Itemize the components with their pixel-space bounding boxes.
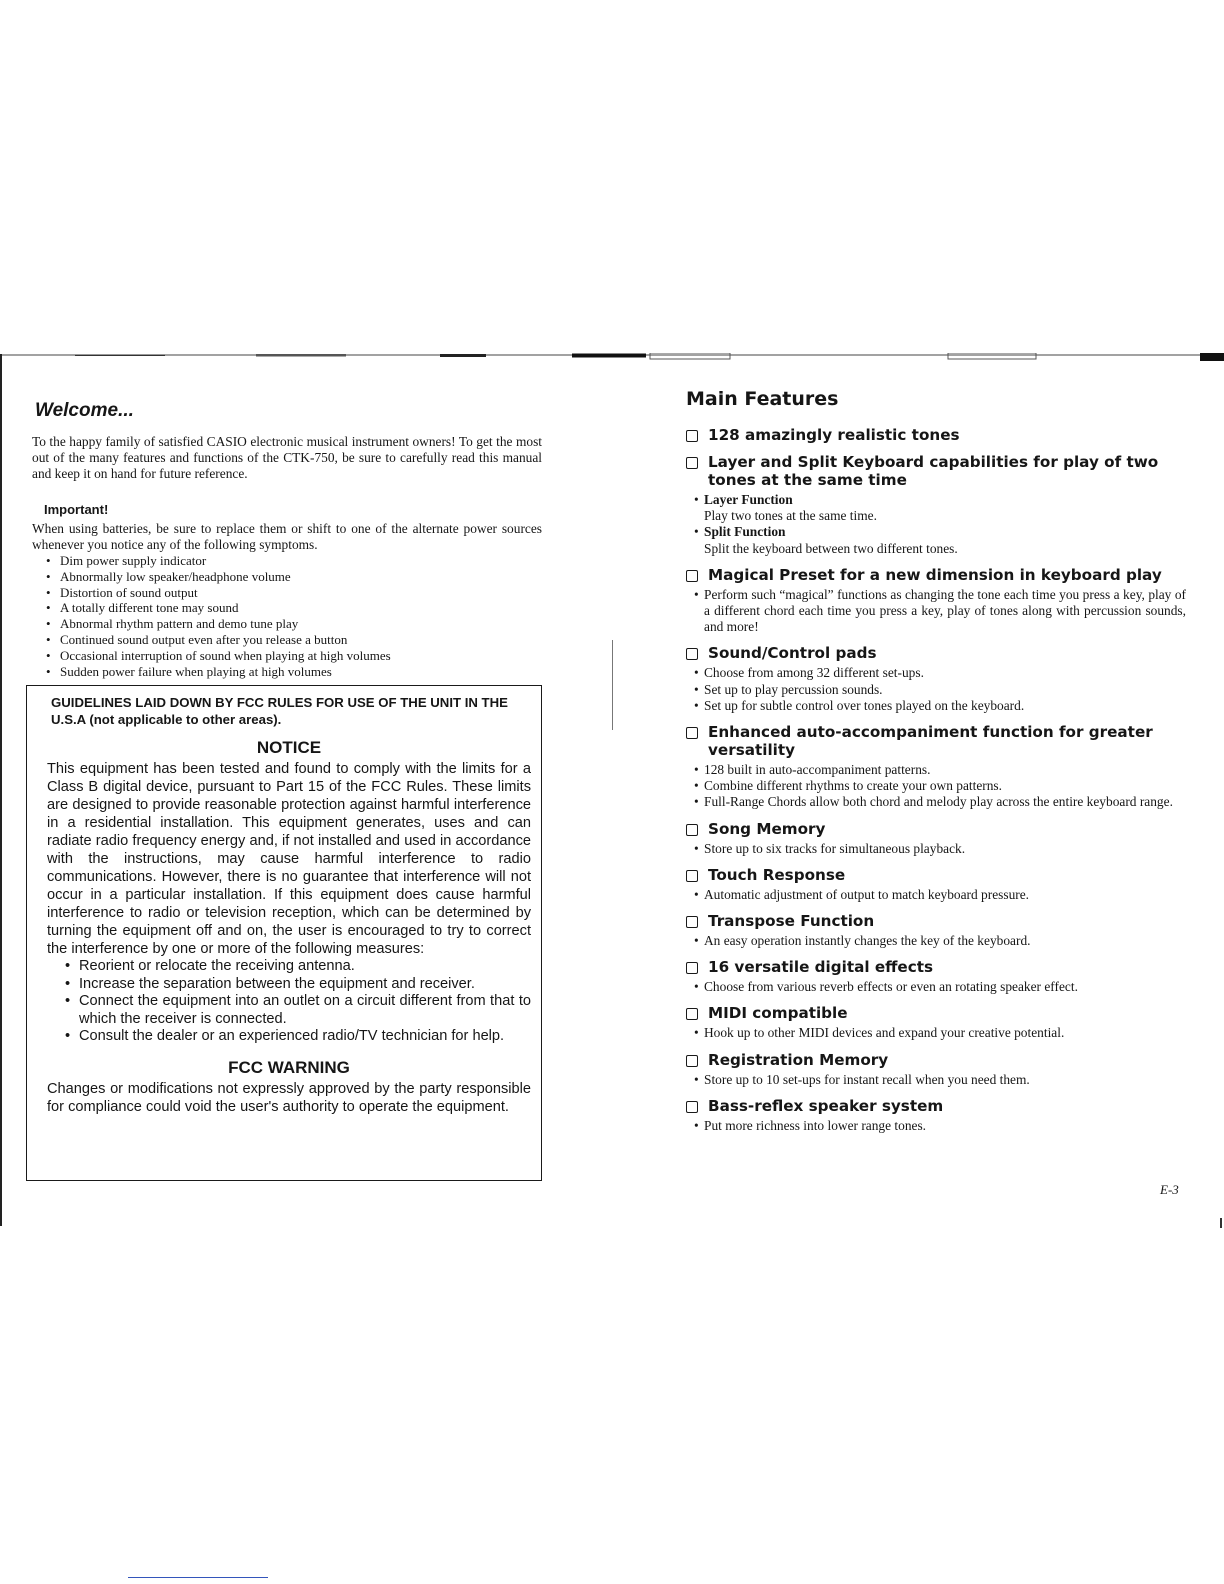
list-item: • Consult the dealer or an experienced radio/TV technician for help. — [79, 1028, 531, 1046]
left-page — [32, 400, 542, 679]
feature-item — [686, 723, 1186, 811]
list-item: • Set up for subtle control over tones played on the keyboard. — [704, 698, 1186, 714]
list-item: • Sudden power failure when playing at high volumes — [60, 664, 542, 680]
feature-item — [686, 1004, 1186, 1041]
checkbox-icon — [686, 727, 698, 739]
measures-list — [47, 958, 531, 1046]
feature-item — [686, 426, 1186, 444]
list-item: • Connect the equipment into an outlet on a circuit different from that to which the receiver is connected. — [79, 993, 531, 1028]
checkbox-icon — [686, 870, 698, 882]
welcome-title: Welcome... — [35, 400, 134, 421]
right-page — [686, 388, 1186, 1143]
feature-item — [686, 866, 1186, 903]
symptom-list — [32, 553, 542, 679]
checkbox-icon — [686, 916, 698, 928]
feature-title: Touch Response — [708, 865, 846, 884]
list-item: • Hook up to other MIDI devices and expand your creative potential. — [704, 1025, 1186, 1041]
feature-bullets — [686, 933, 1186, 949]
feature-bullets — [686, 1118, 1186, 1134]
page-fold-line — [612, 640, 613, 730]
feature-bullets — [686, 1072, 1186, 1088]
list-item: • Continued sound output even after you release a button — [60, 632, 542, 648]
fcc-warning-title: FCC WARNING — [228, 1057, 350, 1077]
feature-bullets — [686, 1025, 1186, 1041]
feature-bullets — [686, 979, 1186, 995]
list-item: • Increase the separation between the equipment and receiver. — [79, 976, 531, 994]
checkbox-icon — [686, 570, 698, 582]
checkbox-icon — [686, 457, 698, 469]
feature-item — [686, 644, 1186, 714]
right-edge-mark — [1220, 1218, 1222, 1228]
list-item: • Occasional interruption of sound when playing at high volumes — [60, 648, 542, 664]
important-text: When using batteries, be sure to replace them or shift to one of the alternate power sources whenever you notice any of the following symptoms. — [32, 521, 542, 552]
checkbox-icon — [686, 430, 698, 442]
notice-text: This equipment has been tested and found to comply with the limits for a Class B digital device, pursuant to Part 15 of the FCC Rules. These limits are designed to provide reasonable protection against harmful interference in a residential installation. This equipment generates, uses and can radiate radio frequency energy and, if not installed and used in accordance with the instructions, may cause harmful interference to radio communications. However, there is no guarantee that interference will not occur in a particular installation. If this equipment does cause harmful interference to radio or television reception, which can be determined by turning the equipment off and on, the user is encouraged to try to correct the interference by one or more of the following measures: — [47, 761, 531, 957]
fcc-notice-box — [26, 685, 542, 1181]
feature-item — [686, 1097, 1186, 1134]
list-item: • A totally different tone may sound — [60, 600, 542, 616]
sub-feature-name: Layer Function — [704, 492, 793, 507]
feature-title: Transpose Function — [708, 912, 875, 931]
checkbox-icon — [686, 962, 698, 974]
feature-item — [686, 958, 1186, 995]
feature-item — [686, 453, 1186, 557]
list-item: • An easy operation instantly changes the key of the keyboard. — [704, 933, 1186, 949]
feature-title: Enhanced auto-accompaniment function for greater versatility — [708, 723, 1153, 760]
list-item: • Automatic adjustment of output to match keyboard pressure. — [704, 887, 1186, 903]
list-item: • Full-Range Chords allow both chord and melody play across the entire keyboard range. — [704, 794, 1186, 810]
checkbox-icon — [686, 648, 698, 660]
left-page-edge — [0, 354, 2, 1226]
important-title: Important! — [44, 502, 109, 517]
feature-title: 16 versatile digital effects — [708, 958, 934, 977]
sub-feature-name: Split Function — [704, 524, 786, 540]
feature-bullets — [686, 887, 1186, 903]
list-item: • Dim power supply indicator — [60, 553, 542, 569]
list-item: • Store up to 10 set-ups for instant recall when you need them. — [704, 1072, 1186, 1088]
feature-bullets — [686, 841, 1186, 857]
feature-bullets — [686, 665, 1186, 714]
notice-title: NOTICE — [256, 738, 322, 757]
list-item: • Choose from various reverb effects or even an rotating speaker effect. — [704, 979, 1186, 995]
feature-item — [686, 820, 1186, 857]
list-item: • Combine different rhythms to create your own patterns. — [704, 778, 1186, 794]
feature-title: Sound/Control pads — [708, 644, 877, 663]
feature-item — [686, 566, 1186, 636]
bottom-underline — [128, 1577, 268, 1578]
feature-title: Layer and Split Keyboard capabilities for play of two tones at the same time — [708, 453, 1159, 489]
checkbox-icon — [686, 1055, 698, 1067]
main-features-title: Main Features — [686, 388, 839, 410]
feature-title: MIDI compatible — [708, 1004, 848, 1023]
feature-title: Bass-reflex speaker system — [708, 1096, 944, 1115]
checkbox-icon — [686, 1101, 698, 1113]
feature-bullets — [686, 492, 1186, 557]
list-item: • Perform such “magical” functions as changing the tone each time you press a key, play of a different chord each time you press a key, play of tones along with percussion sounds, and more! — [704, 587, 1186, 636]
feature-item — [686, 1051, 1186, 1088]
sub-feature-desc: Play two tones at the same time. — [704, 508, 877, 524]
checkbox-icon — [686, 1008, 698, 1020]
checkbox-icon — [686, 824, 698, 836]
feature-bullets — [686, 762, 1186, 811]
list-item: • Abnormally low speaker/headphone volume — [60, 569, 542, 585]
list-item: • Set up to play percussion sounds. — [704, 682, 1186, 698]
feature-title: Song Memory — [708, 819, 826, 838]
feature-item — [686, 912, 1186, 949]
page-number: E-3 — [1160, 1182, 1179, 1197]
list-item: • Put more richness into lower range tones. — [704, 1118, 1186, 1134]
feature-bullets — [686, 587, 1186, 636]
feature-title: Magical Preset for a new dimension in keyboard play — [708, 565, 1162, 584]
list-item: • Abnormal rhythm pattern and demo tune play — [60, 616, 542, 632]
feature-title: 128 amazingly realistic tones — [708, 426, 960, 444]
list-item: • Choose from among 32 different set-ups. — [704, 665, 1186, 681]
top-rule — [0, 353, 1224, 365]
list-item — [704, 524, 1186, 556]
sub-feature-desc: Split the keyboard between two different tones. — [704, 540, 958, 556]
feature-title: Registration Memory — [708, 1050, 889, 1069]
list-item: • Reorient or relocate the receiving antenna. — [79, 958, 531, 976]
list-item: • Distortion of sound output — [60, 585, 542, 601]
list-item: • 128 built in auto-accompaniment patterns. — [704, 762, 1186, 778]
fcc-heading: GUIDELINES LAID DOWN BY FCC RULES FOR USE OF THE UNIT IN THE U.S.A (not applicable to other areas). — [51, 695, 508, 727]
intro-paragraph: To the happy family of satisfied CASIO electronic musical instrument owners! To get the most out of the many features and functions of the CTK-750, be sure to carefully read this manual and keep it on hand for future reference. — [32, 434, 542, 481]
list-item: • Store up to six tracks for simultaneous playback. — [704, 841, 1186, 857]
fcc-warning-text: Changes or modifications not expressly approved by the party responsible for compliance could void the user's authority to operate the equipment. — [47, 1080, 531, 1115]
list-item — [704, 492, 1186, 524]
